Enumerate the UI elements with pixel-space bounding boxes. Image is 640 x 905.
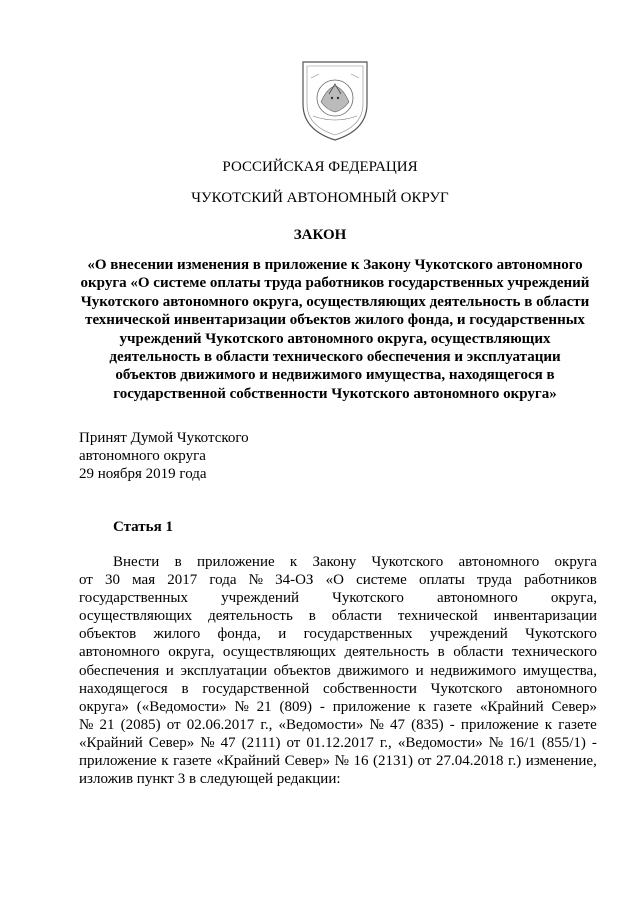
word: деятельность <box>344 644 430 661</box>
article-line <box>79 698 597 716</box>
word: обеспечения <box>79 662 160 679</box>
word: и <box>165 662 174 679</box>
word: в <box>174 554 182 570</box>
word: г., <box>260 716 273 733</box>
word: «Крайний <box>216 753 281 770</box>
word: (2085) <box>120 716 161 733</box>
word: 16/1 <box>509 734 536 751</box>
word: от <box>286 734 301 751</box>
word: «О <box>325 572 344 589</box>
adoption-note <box>79 429 249 483</box>
word: округа, <box>550 590 597 607</box>
title-line: деятельность в области технического обеспечения и эксплуатации <box>109 349 561 366</box>
word: деятельность <box>208 608 293 625</box>
word: г.) <box>508 753 522 770</box>
word: № <box>488 734 504 751</box>
region-heading: ЧУКОТСКИЙ АВТОНОМНЫЙ ОКРУГ <box>191 190 449 206</box>
word: государственной <box>202 680 310 697</box>
word: от <box>79 572 93 589</box>
article-heading: Статья 1 <box>113 519 173 535</box>
word: 02.06.2017 <box>186 716 255 733</box>
word: 16 <box>353 753 369 770</box>
word: газете <box>173 753 212 770</box>
word: округа <box>554 554 597 570</box>
word: газете <box>558 716 597 733</box>
adoption-line: Принят Думой Чукотского <box>79 430 249 446</box>
word: жилого <box>153 626 201 643</box>
word: технической <box>397 608 478 625</box>
word: № <box>248 572 263 589</box>
word: Чукотского <box>371 554 444 570</box>
title-line: округа «О системе оплаты труда работников государственных учреждений <box>80 275 590 292</box>
word: газете <box>433 698 472 715</box>
word: (855/1) <box>541 734 586 751</box>
word: Север» <box>551 698 597 715</box>
article-line <box>79 680 597 698</box>
word: автономного <box>436 590 518 607</box>
word: учреждений <box>221 590 299 607</box>
word: государственных <box>303 626 413 643</box>
title-line: «О внесении изменения в приложение к Закону Чукотского автономного <box>87 257 583 273</box>
word: № <box>200 734 215 751</box>
word: в <box>437 644 445 661</box>
word: Закону <box>312 554 357 570</box>
word: 47 <box>390 716 405 733</box>
coat-of-arms-emblem <box>299 58 371 142</box>
word: фонда, <box>217 626 261 643</box>
word: объектов <box>79 626 137 643</box>
word: приложение <box>196 554 275 570</box>
word: («Ведомости» <box>136 698 227 715</box>
article-line <box>79 589 597 607</box>
word: № <box>369 716 384 733</box>
word: к <box>161 753 169 770</box>
article-body <box>79 553 597 788</box>
word: находящегося <box>79 680 168 697</box>
word: изменение, <box>525 753 597 770</box>
word: осуществляющих <box>79 608 193 625</box>
word: от <box>166 716 181 733</box>
word: 21 <box>256 698 272 715</box>
word: мая <box>132 572 156 589</box>
word: области <box>331 608 382 625</box>
word: области <box>453 644 504 661</box>
article-line <box>79 716 597 734</box>
article-line <box>79 643 597 661</box>
word: 27.04.2018 <box>435 753 504 770</box>
word: (835) <box>411 716 444 733</box>
word: недвижимого <box>430 662 517 679</box>
word: - <box>591 734 597 751</box>
word: округа» <box>79 698 129 715</box>
word: «Ведомости» <box>397 734 483 751</box>
word: объектов <box>273 662 331 679</box>
word: к <box>418 698 426 715</box>
word: округа, <box>168 644 215 661</box>
word: собственности <box>323 680 417 697</box>
word: приложение <box>79 753 157 770</box>
word: от <box>417 753 432 770</box>
title-line: объектов движимого и недвижимого имущества, находящегося в <box>115 367 555 384</box>
word: в <box>308 608 316 625</box>
word: Чукотского <box>332 590 404 607</box>
word: труда <box>477 572 512 589</box>
word: (809) <box>279 698 313 715</box>
title-line: учреждений Чукотского автономного округа, осуществляющих <box>119 330 551 347</box>
article-line <box>79 571 597 589</box>
article-line <box>79 752 597 770</box>
word: 2017 <box>167 572 198 589</box>
word: государственных <box>79 590 188 607</box>
word: Чукотского <box>430 680 503 697</box>
word: Север» <box>284 753 331 770</box>
word: 47 <box>220 734 236 751</box>
word: технического <box>511 644 597 661</box>
word: № <box>79 716 94 733</box>
word: Север» <box>148 734 195 751</box>
article-line <box>79 625 597 643</box>
word: эксплуатации <box>180 662 268 679</box>
article-line <box>79 662 597 680</box>
word: осуществляющих <box>222 644 337 661</box>
word: «Ведомости» <box>278 716 364 733</box>
word: автономного <box>458 554 540 570</box>
word: № <box>334 753 349 770</box>
word: 30 <box>105 572 120 589</box>
title-line: технической инвентаризации объектов жилого фонда, и государственных <box>85 312 585 329</box>
word: г., <box>379 734 392 751</box>
word: года <box>209 572 237 589</box>
word: инвентаризации <box>493 608 597 625</box>
article-line: изложив пункт 3 в следующей редакции: <box>79 771 341 788</box>
word: системе <box>356 572 407 589</box>
country-heading: РОССИЙСКАЯ ФЕДЕРАЦИЯ <box>222 159 418 175</box>
word: и <box>278 626 287 643</box>
word: оплаты <box>418 572 465 589</box>
article-line <box>79 607 597 625</box>
word: «Крайний <box>79 734 143 751</box>
word: № <box>234 698 249 715</box>
word: приложение <box>332 698 411 715</box>
article-line <box>79 553 597 571</box>
document-type: ЗАКОН <box>293 227 347 243</box>
word: в <box>181 680 189 697</box>
article-line <box>79 734 597 752</box>
word: «Крайний <box>479 698 544 715</box>
word: 01.12.2017 <box>306 734 374 751</box>
word: к <box>289 554 298 570</box>
word: (2131) <box>373 753 414 770</box>
word: 21 <box>99 716 115 733</box>
word: Чукотского <box>525 626 597 643</box>
word: работников <box>524 572 597 589</box>
word: и <box>415 662 424 679</box>
word: учреждений <box>429 626 508 643</box>
title-line: государственной собственности Чукотского автономного округа» <box>113 385 557 402</box>
law-title <box>70 256 600 403</box>
word: 34-ОЗ <box>275 572 314 589</box>
title-line: Чукотского автономного округа, осуществляющих деятельность в области <box>80 293 590 310</box>
adoption-date: 29 ноября 2019 года <box>79 466 207 482</box>
word: автономного <box>79 644 160 661</box>
word: - <box>319 698 325 715</box>
word: приложение <box>460 716 539 733</box>
word: Внести <box>113 554 160 570</box>
adoption-line: автономного округа <box>79 448 206 464</box>
word: движимого <box>337 662 409 679</box>
word: (2111) <box>241 734 281 751</box>
word: имущества, <box>522 662 597 679</box>
word: автономного <box>516 680 597 697</box>
word: - <box>449 716 455 733</box>
word: к <box>544 716 553 733</box>
